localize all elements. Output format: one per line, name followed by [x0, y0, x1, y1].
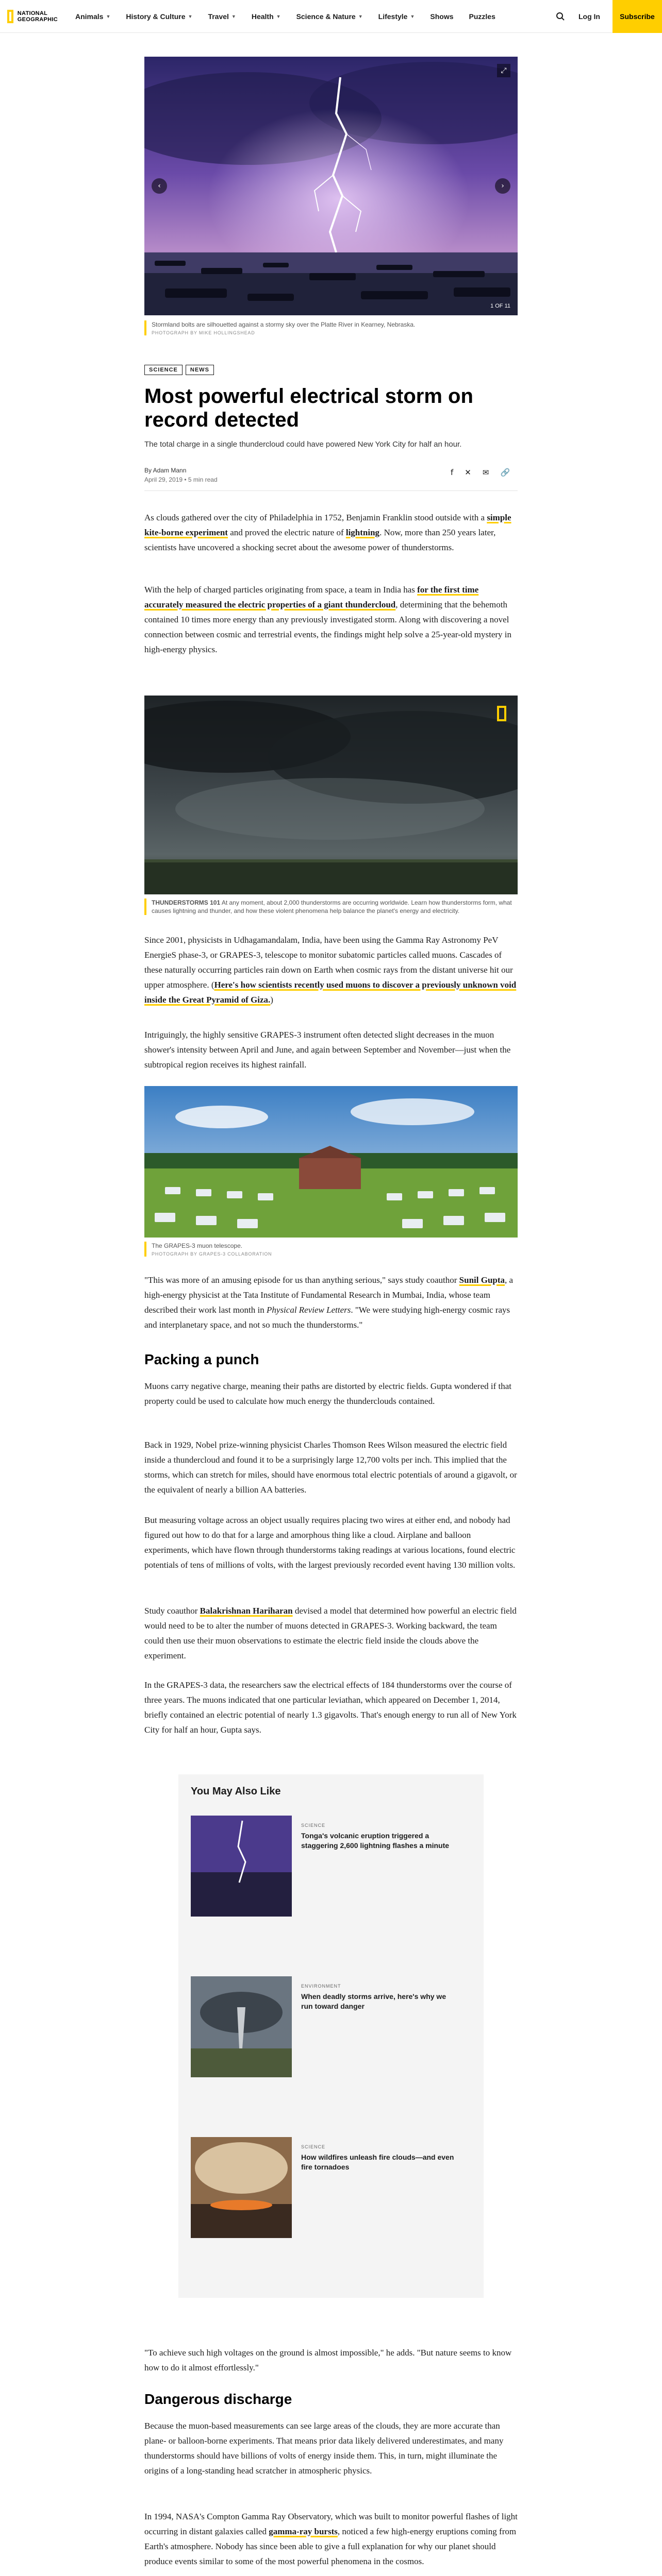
nav-item-science-nature[interactable]: Science & Nature ▼ — [296, 12, 363, 21]
hero-caption: Stormland bolts are silhouetted against a stormy sky over the Platte River in Kearney, Nebraska. — [152, 321, 416, 328]
chevron-down-icon: ▼ — [410, 14, 415, 19]
related-link[interactable]: How wildfires unleash fire clouds—and even fire tornadoes — [301, 2153, 454, 2171]
inline-link[interactable]: simple kite-borne experiment — [144, 513, 511, 537]
paragraph: Since 2001, physicists in Udhagamandalam, India, have been using the Gamma Ray Astronomy PeV EnergieS phase-3, or GRAPES-3, telescope to monitor subatomic particles called muons. Cascades of these naturally occurring particles rain down on Earth when cosmic rays from the distant universe hit our upper atmosphere. (Here's how scientists recently used muons to discover a previously unknown void inside the Great Pyramid of Giza.) — [144, 935, 517, 1005]
paragraph: Because the muon-based measurements can see large areas of the clouds, they are more accurate than plane- or balloon-borne experiments. That means prior data likely delivered underestimates, and many thunderstorms should have billions of volts of energy inside them. This, in turn, might illuminate the origins of a long-standing head scratcher in atmospheric physics. — [144, 2421, 504, 2476]
x-twitter-icon[interactable]: ✕ — [465, 468, 471, 477]
facebook-icon[interactable]: f — [451, 468, 454, 477]
tag-news[interactable]: NEWS — [186, 365, 214, 375]
chevron-down-icon: ▼ — [358, 14, 363, 19]
paragraph: "To achieve such high voltages on the ground is almost impossible," he adds. "But nature seems to know how to do it almost effortlessly." — [144, 2348, 512, 2372]
subscribe-button[interactable]: Subscribe — [613, 0, 662, 33]
publish-date: April 29, 2019 • 5 min read — [144, 476, 218, 483]
search-icon[interactable] — [556, 12, 565, 21]
paragraph: But measuring voltage across an object usually requires placing two wires at either end, and nobody had figured out how to do that for a large and amorphous thing like a cloud. Airplane and balloon experiments, which have flown through thunderstorms taking readings at various locations, found electric potentials of tens of millions of volts, with the largest previously recorded event having 130 million volts. — [144, 1515, 516, 1570]
divider — [144, 490, 518, 491]
tag-science[interactable]: SCIENCE — [144, 365, 183, 375]
paragraph: In 1994, NASA's Compton Gamma Ray Observatory, which was built to monitor powerful flashes of light occurring in distant galaxies called gamma-ray bursts, noticed a few high-energy eruptions coming from Earth's atmosphere. Nobody has since been able to give a full explanation for why our planet should produce events similar to some of the most powerful phenomena in the cosmos. — [144, 2512, 518, 2566]
paragraph: With the help of charged particles originating from space, a team in India has for the first time accurately measured the electric properties of a giant thundercloud, determining that the behemoth contained 10 times more energy than any previously investigated storm. Along with discovering a novel connection between cosmic and terrestrial events, the findings might help solve a 25-year-old mystery in high-energy physics. — [144, 585, 512, 654]
gallery-counter: 1 OF 11 — [490, 303, 510, 309]
chevron-down-icon: ▼ — [188, 14, 193, 19]
nav-item-shows[interactable]: Shows — [430, 12, 454, 21]
related-module — [178, 1774, 484, 2298]
related-link[interactable]: When deadly storms arrive, here's why we run toward danger — [301, 1992, 446, 2010]
related-kicker: ENVIRONMENT — [301, 1984, 341, 1989]
article-dek: The total charge in a single thundercloud could have powered New York City for half an hour. — [144, 440, 462, 449]
article-headline: Most powerful electrical storm on record detected — [144, 385, 473, 431]
expand-icon[interactable]: ⤢ — [497, 64, 510, 77]
related-title: You May Also Like — [191, 1786, 281, 1797]
paragraph: Back in 1929, Nobel prize-winning physicist Charles Thomson Rees Wilson measured the electric field inside a thundercloud and found it to be a surprisingly large 12,700 volts per inch. This implied that the storms, which can stretch for miles, should have enormous total electric potentials of around a gigavolt, or the equivalent of nearly a billion AA batteries. — [144, 1440, 517, 1495]
video-figure[interactable] — [144, 696, 518, 894]
grapes3-caption: The GRAPES-3 muon telescope. — [152, 1242, 243, 1249]
storm-clouds-image — [144, 696, 518, 894]
nav-item-lifestyle[interactable]: Lifestyle ▼ — [378, 12, 415, 21]
email-icon[interactable]: ✉ — [482, 468, 489, 477]
hero-gallery — [144, 57, 518, 315]
nav-item-puzzles[interactable]: Puzzles — [469, 12, 495, 21]
header-actions — [556, 0, 662, 33]
hero-lightning-image — [144, 57, 518, 315]
chevron-down-icon: ▼ — [231, 14, 236, 19]
related-kicker: SCIENCE — [301, 1823, 326, 1828]
link-icon[interactable]: 🔗 — [500, 468, 510, 477]
gallery-prev-button[interactable]: ‹ — [152, 178, 167, 194]
chevron-down-icon: ▼ — [106, 14, 111, 19]
yellow-border-logo-icon — [7, 10, 13, 23]
paragraph: As clouds gathered over the city of Philadelphia in 1752, Benjamin Franklin stood outside with a simple kite-borne experiment and proved the electric nature of lightning. Now, more than 250 years later, scientists have uncovered a shocking secret about the awesome power of thunderstorms. — [144, 513, 511, 552]
related-item[interactable] — [191, 2137, 471, 2238]
grapes3-figure — [144, 1086, 518, 1238]
grapes3-telescope-image — [144, 1086, 518, 1238]
related-thumbnail — [191, 2137, 292, 2238]
section-heading: Packing a punch — [144, 1351, 259, 1367]
nav-item-history-culture[interactable]: History & Culture ▼ — [126, 12, 193, 21]
logo-text: NATIONAL GEOGRAPHIC — [17, 10, 58, 23]
inline-link[interactable]: gamma-ray bursts — [269, 2527, 338, 2536]
inline-link[interactable]: Here's how scientists recently used muons to discover a previously unknown void inside the Great Pyramid of Giza. — [144, 980, 517, 1005]
paragraph: Muons carry negative charge, meaning their paths are distorted by electric fields. Gupta wondered if that property could be used to calculate how much energy the thunderclouds contained. — [144, 1381, 512, 1406]
nav-item-health[interactable]: Health ▼ — [251, 12, 281, 21]
gallery-next-button[interactable]: › — [495, 178, 510, 194]
nav-item-animals[interactable]: Animals ▼ — [75, 12, 111, 21]
nav-item-travel[interactable]: Travel ▼ — [208, 12, 236, 21]
related-thumbnail — [191, 1816, 292, 1917]
share-bar — [451, 468, 510, 477]
inline-link[interactable]: Sunil Gupta — [459, 1275, 505, 1285]
login-link[interactable]: Log In — [578, 12, 600, 21]
related-thumbnail — [191, 1976, 292, 2077]
related-link[interactable]: Tonga's volcanic eruption triggered a staggering 2,600 lightning flashes a minute — [301, 1832, 450, 1850]
hero-caption-block — [144, 320, 518, 335]
inline-link[interactable]: for the first time accurately measured the electric properties of a giant thundercloud — [144, 585, 479, 609]
paragraph: "This was more of an amusing episode for us than anything serious," says study coauthor Sunil Gupta, a high-energy physicist at the Tata Institute of Fundamental Research in Mumbai, India, whose team described their work last month in Physical Review Letters. "We were studying high-energy cosmic rays and interplanetary space, and not so much the thunderstorms." — [144, 1275, 514, 1330]
chevron-down-icon: ▼ — [276, 14, 281, 19]
hero-credit: PHOTOGRAPH BY MIKE HOLLINGSHEAD — [152, 330, 255, 335]
byline — [144, 466, 218, 484]
article-tags — [144, 365, 214, 375]
section-heading: Dangerous discharge — [144, 2391, 292, 2407]
main-nav — [75, 0, 495, 33]
video-caption: THUNDERSTORMS 101 At any moment, about 2,000 thunderstorms are occurring worldwide. Learn how thunderstorms form, what causes lightning and thunder, and how these violent phenomena help balance the planet's energy and electricity. — [152, 899, 512, 914]
video-caption-block — [144, 899, 518, 915]
natgeo-badge-icon — [497, 706, 506, 721]
grapes3-caption-block — [144, 1242, 518, 1257]
natgeo-logo[interactable] — [7, 5, 63, 28]
related-item[interactable] — [191, 1976, 471, 2077]
related-kicker: SCIENCE — [301, 2144, 326, 2149]
related-item[interactable] — [191, 1816, 471, 1917]
grapes3-credit: PHOTOGRAPH BY GRAPES-3 COLLABORATION — [152, 1251, 272, 1257]
author[interactable]: By Adam Mann — [144, 467, 187, 474]
paragraph: In the GRAPES-3 data, the researchers saw the electrical effects of 184 thunderstorms over the course of three years. The muons indicated that one particular leviathan, which appeared on December 1, 2014, briefly contained an electric potential of nearly 1.3 gigavolts. That's enough energy to run all of New York City for half an hour, Gupta says. — [144, 1680, 517, 1735]
paragraph: Intriguingly, the highly sensitive GRAPES-3 instrument often detected slight decreases in the muon shower's intensity between April and June, and again between September and November—just when the subtropical region receives its highest rainfall. — [144, 1030, 511, 1070]
paragraph: Study coauthor Balakrishnan Hariharan devised a model that determined how powerful an electric field would need to be to alter the number of muons detected in GRAPES-3. Working backward, the team could then use their muon observations to estimate the electric field inside the clouds above the experiment. — [144, 1606, 517, 1660]
site-header — [0, 0, 662, 33]
inline-link[interactable]: Balakrishnan Hariharan — [200, 1606, 293, 1616]
inline-link[interactable]: lightning — [345, 528, 380, 537]
